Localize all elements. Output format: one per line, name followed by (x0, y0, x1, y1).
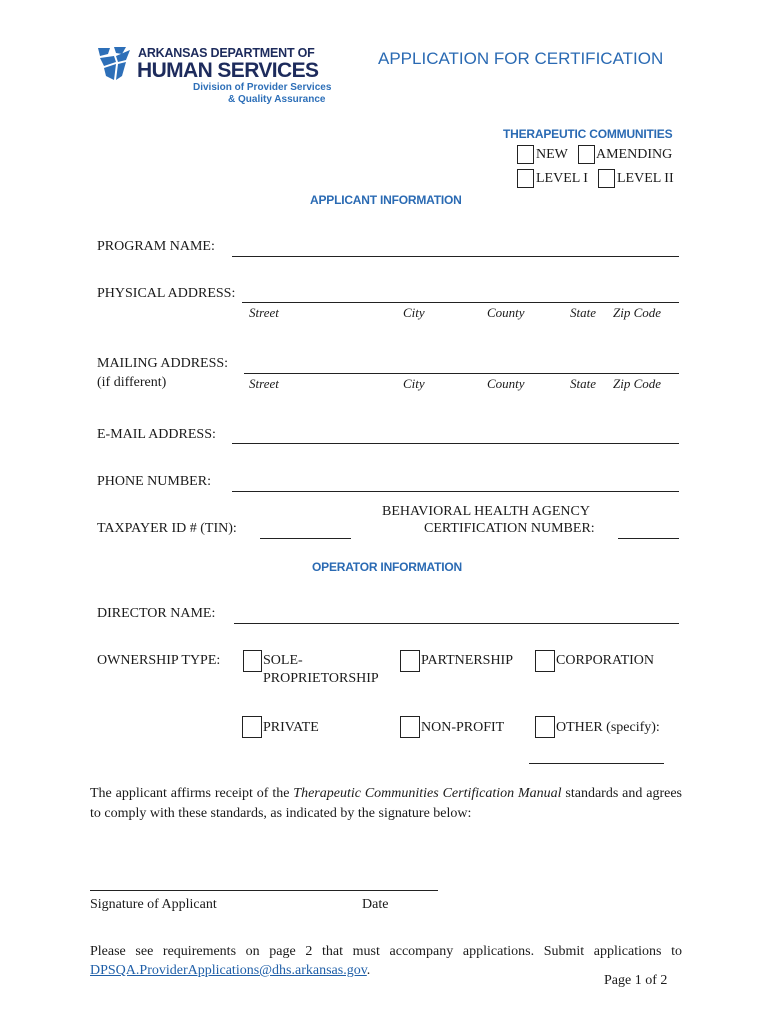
other-specify-field[interactable] (529, 763, 664, 764)
logo-line4: & Quality Assurance (228, 94, 326, 105)
footer-period: . (366, 963, 371, 978)
mailing-address-label: MAILING ADDRESS: (97, 356, 229, 371)
non-profit-checkbox[interactable] (400, 716, 420, 738)
corporation-label: CORPORATION (556, 653, 655, 668)
signature-label: Signature of Applicant (90, 897, 217, 912)
tin-field[interactable] (260, 538, 351, 539)
level2-checkbox[interactable] (598, 169, 615, 188)
private-checkbox[interactable] (242, 716, 262, 738)
bha-cert-number-field[interactable] (618, 538, 679, 539)
logo-line1: ARKANSAS DEPARTMENT OF (138, 46, 315, 60)
phone-field[interactable] (232, 491, 679, 492)
affirmation-text (90, 784, 682, 824)
signature-field[interactable] (90, 890, 438, 891)
amending-label: AMENDING (596, 147, 673, 162)
physical-city-caption: City (403, 305, 425, 320)
physical-address-field[interactable] (242, 302, 679, 303)
partnership-label: PARTNERSHIP (421, 653, 514, 668)
applicant-heading: APPLICANT INFORMATION (310, 193, 462, 207)
email-field[interactable] (232, 443, 679, 444)
mailing-zip-caption: Zip Code (613, 376, 662, 391)
submission-email-link[interactable]: DPSQA.ProviderApplications@dhs.arkansas.gov (90, 963, 367, 978)
logo-line3: Division of Provider Services (193, 82, 332, 93)
sole-label-line2: PROPRIETORSHIP (263, 671, 379, 686)
sole-label-line1: SOLE- (263, 653, 303, 668)
physical-county-caption: County (487, 305, 525, 320)
date-label: Date (362, 897, 389, 912)
other-label: OTHER (specify): (556, 720, 660, 735)
level1-label: LEVEL I (536, 171, 588, 186)
partnership-checkbox[interactable] (400, 650, 420, 672)
footer-link-line (90, 961, 370, 980)
physical-address-label: PHYSICAL ADDRESS: (97, 286, 236, 301)
new-label: NEW (536, 147, 568, 162)
corporation-checkbox[interactable] (535, 650, 555, 672)
other-checkbox[interactable] (535, 716, 555, 738)
director-name-label: DIRECTOR NAME: (97, 606, 216, 621)
amending-checkbox[interactable] (578, 145, 595, 164)
tin-label: TAXPAYER ID # (TIN): (97, 521, 237, 536)
ownership-type-label: OWNERSHIP TYPE: (97, 653, 221, 668)
dhs-logo-icon (96, 46, 134, 82)
program-name-label: PROGRAM NAME: (97, 239, 215, 254)
mailing-county-caption: County (487, 376, 525, 391)
non-profit-label: NON-PROFIT (421, 720, 505, 735)
physical-zip-caption: Zip Code (613, 305, 662, 320)
mailing-note: (if different) (97, 375, 167, 390)
logo-line2: HUMAN SERVICES (137, 59, 319, 82)
manual-title: Therapeutic Communities Certification Manual (293, 786, 562, 801)
bha-label-line2: CERTIFICATION NUMBER: (424, 521, 595, 536)
new-checkbox[interactable] (517, 145, 534, 164)
director-name-field[interactable] (234, 623, 679, 624)
mailing-street-caption: Street (249, 376, 279, 391)
mailing-state-caption: State (570, 376, 596, 391)
footer-note (90, 942, 682, 961)
level1-checkbox[interactable] (517, 169, 534, 188)
footer-note-text: Please see requirements on page 2 that must accompany applications. Submit applications to (90, 944, 682, 959)
page-title: APPLICATION FOR CERTIFICATION (378, 49, 664, 68)
mailing-address-field[interactable] (244, 373, 679, 374)
physical-street-caption: Street (249, 305, 279, 320)
program-name-field[interactable] (232, 256, 679, 257)
affirmation-after: standards and agrees to comply with these standards, as indicated by the signature below: (90, 786, 682, 821)
private-label: PRIVATE (263, 720, 319, 735)
page-number: Page 1 of 2 (604, 973, 668, 988)
program-type-heading: THERAPEUTIC COMMUNITIES (503, 127, 673, 141)
email-label: E-MAIL ADDRESS: (97, 427, 216, 442)
bha-label-line1: BEHAVIORAL HEALTH AGENCY (382, 504, 590, 519)
phone-label: PHONE NUMBER: (97, 474, 211, 489)
level2-label: LEVEL II (617, 171, 674, 186)
physical-state-caption: State (570, 305, 596, 320)
mailing-city-caption: City (403, 376, 425, 391)
sole-proprietorship-checkbox[interactable] (243, 650, 262, 672)
operator-heading: OPERATOR INFORMATION (312, 560, 462, 574)
affirmation-before: The applicant affirms receipt of the (90, 786, 294, 801)
